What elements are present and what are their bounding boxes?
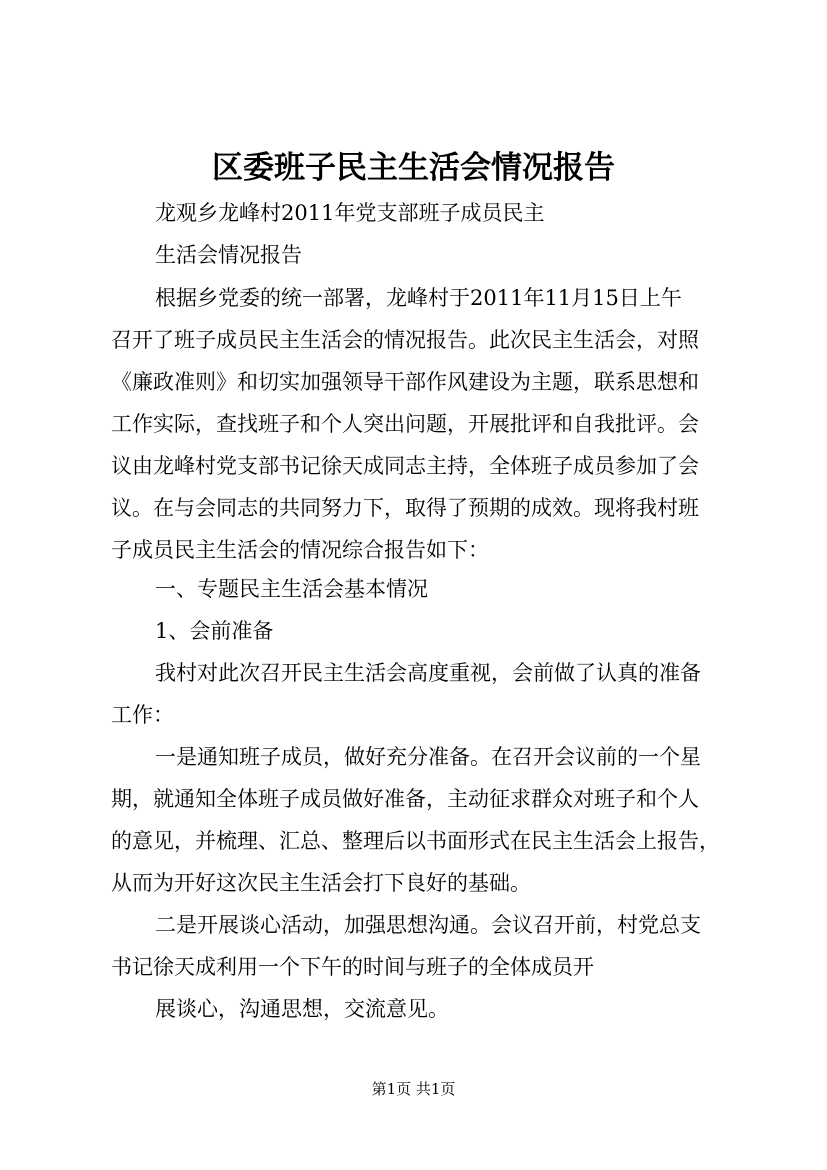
body-line: 从而为开好这次民主生活会打下良好的基础。	[111, 871, 531, 895]
body-line: 工作实际，查找班子和个人突出问题，开展批评和自我批评。会	[111, 412, 699, 436]
body-line: 《廉政准则》和切实加强领导干部作风建设为主题，联系思想和	[111, 370, 699, 394]
body-line: 一是通知班子成员，做好充分准备。在召开会议前的一个星	[155, 745, 701, 769]
page-number-footer: 第1页 共1页	[371, 1080, 456, 1098]
body-line: 根据乡党委的统一部署，龙峰村于2011年11月15日上午	[155, 286, 682, 310]
body-line: 展谈心，沟通思想，交流意见。	[155, 997, 449, 1021]
body-line: 议。在与会同志的共同努力下，取得了预期的成效。现将我村班	[111, 496, 699, 520]
subsection-heading: 1、会前准备	[155, 619, 274, 643]
body-line: 书记徐天成利用一个下午的时间与班子的全体成员开	[111, 955, 594, 979]
body-line: 工作：	[111, 703, 174, 727]
document-title: 区委班子民主生活会情况报告	[212, 150, 615, 186]
body-line: 期，就通知全体班子成员做好准备，主动征求群众对班子和个人	[111, 787, 699, 811]
body-line: 议由龙峰村党支部书记徐天成同志主持，全体班子成员参加了会	[111, 454, 699, 478]
body-line: 龙观乡龙峰村2011年党支部班子成员民主	[155, 201, 545, 225]
body-line: 召开了班子成员民主生活会的情况报告。此次民主生活会，对照	[111, 328, 699, 352]
body-line: 的意见，并梳理、汇总、整理后以书面形式在民主生活会上报告，	[111, 829, 720, 853]
body-line: 子成员民主生活会的情况综合报告如下：	[111, 538, 489, 562]
section-heading: 一、专题民主生活会基本情况	[155, 577, 428, 601]
body-line: 二是开展谈心活动，加强思想沟通。会议召开前，村党总支	[155, 913, 701, 937]
body-line: 我村对此次召开民主生活会高度重视，会前做了认真的准备	[155, 661, 701, 685]
body-line: 生活会情况报告	[155, 243, 302, 267]
